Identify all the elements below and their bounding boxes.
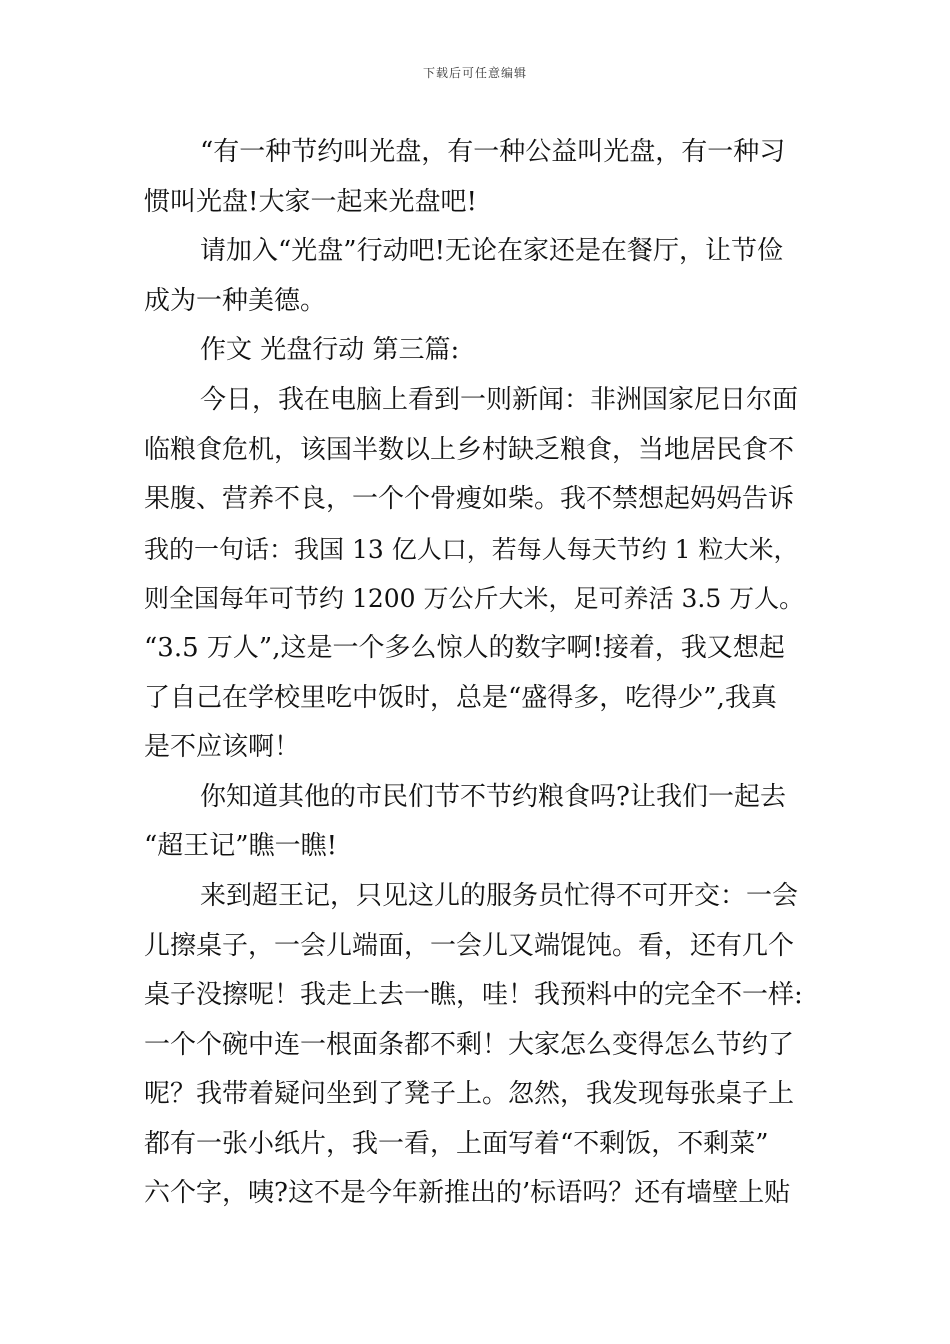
text-line: 一个个碗中连一根面条都不剩！大家怎么变得怎么节约了 [144, 1029, 795, 1060]
text-line: 则全国每年可节约 1200 万公斤大米，足可养活 3.5 万人。 [144, 584, 805, 614]
text-line: 来到超王记，只见这儿的服务员忙得不可开交：一会 [200, 880, 799, 911]
page-header: 下载后可任意编辑 [422, 66, 527, 80]
text-line: 儿擦桌子，一会儿端面，一会儿又端馄饨。看，还有几个 [144, 930, 795, 961]
text-line: 临粮食危机，该国半数以上乡村缺乏粮食，当地居民食不 [144, 434, 795, 465]
text-line: 都有一张小纸片，我一看，上面写着“不剩饭，不剩菜” [144, 1128, 769, 1159]
text-line: “超王记”瞧一瞧! [144, 831, 338, 862]
text-line: 成为一种美德。 [144, 285, 327, 316]
text-line: “3.5 万人”,这是一个多么惊人的数字啊!接着，我又想起 [144, 632, 785, 663]
text-line: 六个字，咦?这不是今年新推出的’标语吗？还有墙壁上贴 [144, 1178, 791, 1209]
text-line: 果腹、营养不良，一个个骨瘦如柴。我不禁想起妈妈告诉 [144, 484, 795, 515]
text-line: “有一种节约叫光盘，有一种公益叫光盘，有一种习 [200, 137, 786, 167]
text-line: 是不应该啊！ [144, 732, 301, 763]
text-line: 惯叫光盘!大家一起来光盘吧! [144, 186, 477, 217]
text-line: 请加入“光盘”行动吧!无论在家还是在餐厅，让节俭 [200, 236, 784, 267]
text-line: 了自己在学校里吃中饭时，总是“盛得多，吃得少”,我真 [144, 682, 777, 713]
text-line: 呢？我带着疑问坐到了凳子上。忽然，我发现每张桌子上 [144, 1079, 795, 1110]
text-line: 今日，我在电脑上看到一则新闻：非洲国家尼日尔面 [200, 384, 799, 415]
text-line: 我的一句话：我国 13 亿人口，若每人每天节约 1 粒大米， [144, 534, 799, 564]
text-line: 你知道其他的市民们节不节约粮食吗?让我们一起去 [200, 781, 786, 812]
body-text [144, 128, 808, 1219]
text-line: 桌子没擦呢！我走上去一瞧，哇！我预料中的完全不一样: [144, 980, 803, 1011]
section-heading: 作文 光盘行动 第三篇: [200, 335, 460, 366]
